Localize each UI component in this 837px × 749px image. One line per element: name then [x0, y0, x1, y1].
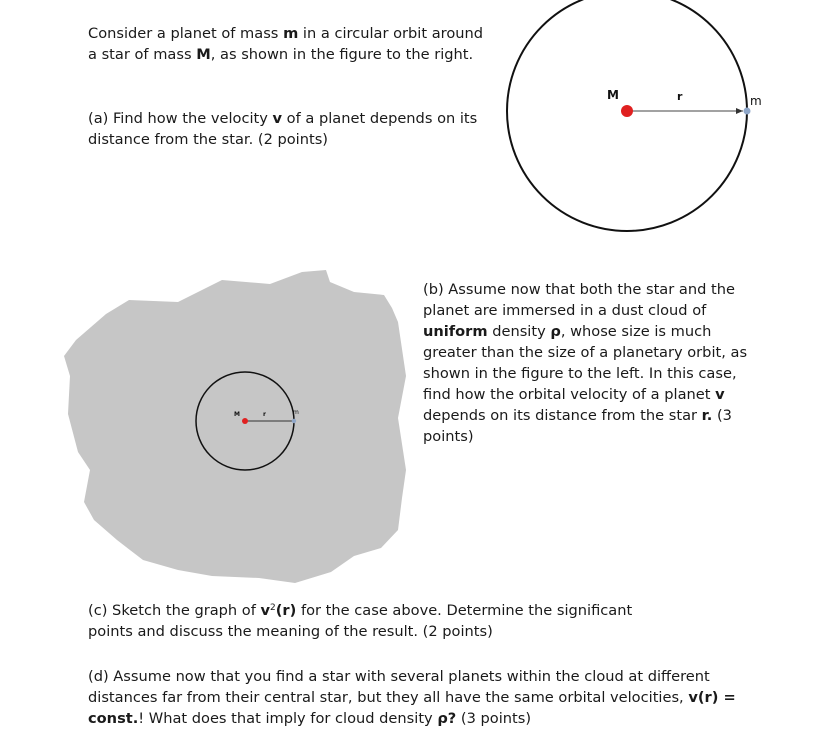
question-c: (c) Sketch the graph of $v^2(r)$ for the case above. Determine the significant points and discuss the meaning of the result. (2 points) [88, 602, 633, 640]
planet-label: m [750, 94, 762, 108]
star-label: M [607, 88, 619, 102]
question-b: (b) Assume now that both the star and the planet are immersed in a dust cloud of uniform density ρ, whose size is much greater than the size of a planetary orbit, as shown in the figure to the left. In this case, find how the orbital velocity of a planet v depends on its distance from the star r. (3 points) [423, 281, 748, 445]
cloud-radius-label: r [263, 411, 266, 418]
intro-text: Consider a planet of mass m in a circular orbit around a star of mass M, as shown in the figure to the right. [88, 25, 484, 63]
question-d: (d) Assume now that you find a star with several planets within the cloud at different distances far from their central star, but they all have the same orbital velocities, v(r) = const.! What does that imply for cloud density ρ? (3 points) [88, 668, 736, 727]
star-dot [621, 105, 633, 117]
radius-label: r [677, 90, 683, 103]
cloud-star-label: M [234, 411, 240, 418]
dust-cloud-figure [64, 270, 406, 583]
cloud-planet-label: m [293, 409, 299, 416]
dust-cloud [64, 270, 406, 583]
cloud-star-dot [242, 418, 248, 424]
cloud-planet-dot [292, 419, 296, 423]
question-a: (a) Find how the velocity v of a planet depends on its distance from the star. (2 points) [88, 110, 478, 148]
orbit-figure [507, 0, 762, 231]
planet-dot [744, 108, 751, 115]
